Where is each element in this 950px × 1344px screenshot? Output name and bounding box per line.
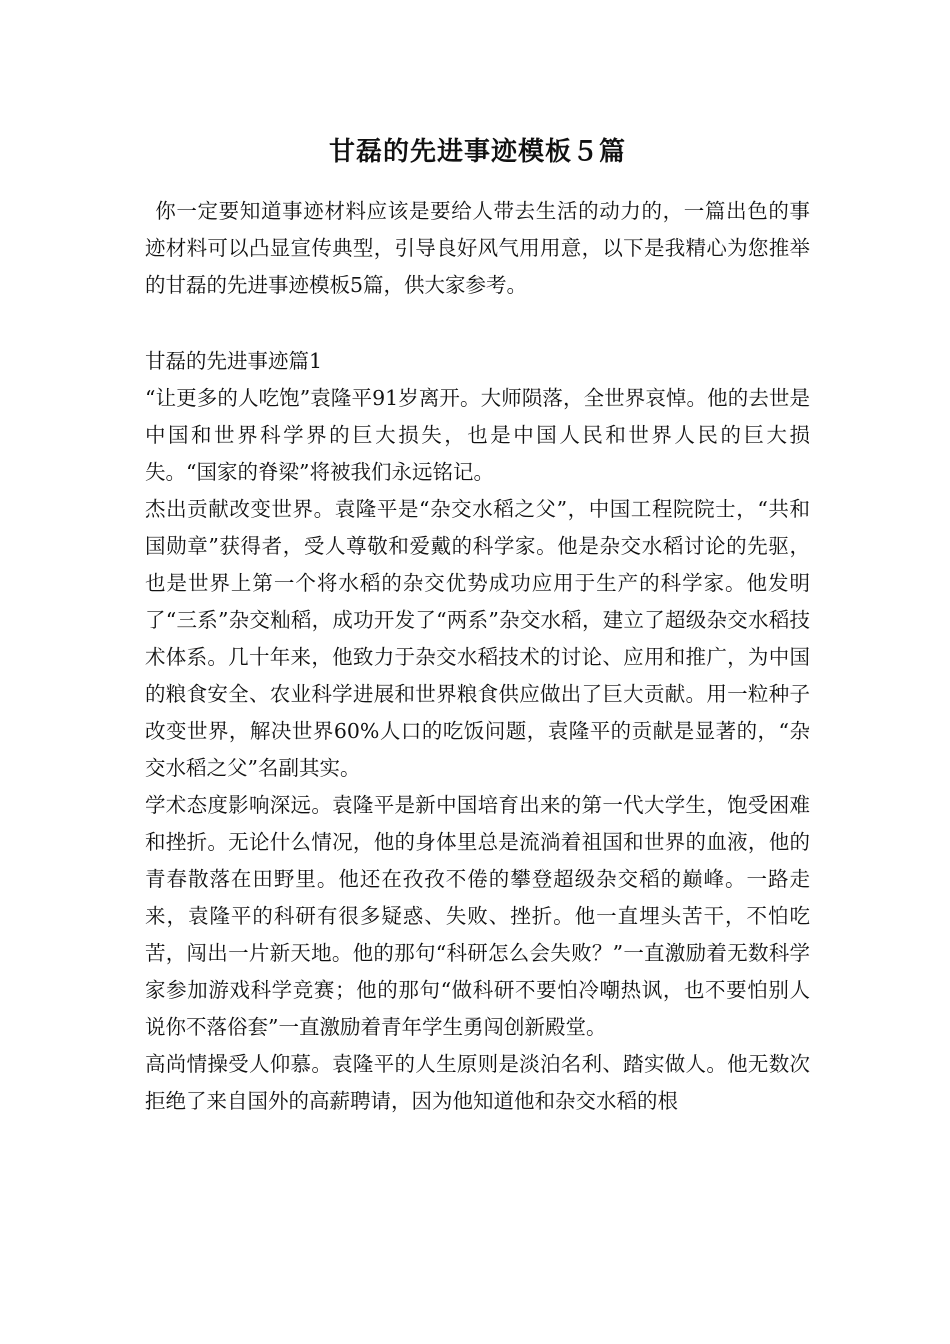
intro-paragraph: 你一定要知道事迹材料应该是要给人带去生活的动力的，一篇出色的事迹材料可以凸显宣传典型，引导良好风气用用意，以下是我精心为您推举的甘磊的先进事迹模板5篇，供大家参考。 xyxy=(145,199,810,297)
body-paragraph-3: 学术态度影响深远。袁隆平是新中国培育出来的第一代大学生，饱受困难和挫折。无论什么情况，他的身体里总是流淌着祖国和世界的血液，他的青春散落在田野里。他还在孜孜不倦的攀登超级杂交稻的巅峰。一路走来，袁隆平的科研有很多疑惑、失败、挫折。他一直埋头苦干，不怕吃苦，闯出一片新天地。他的那句“科研怎么会失败？”一直激励着无数科学家参加游戏科学竞赛；他的那句“做科研不要怕冷嘲热讽，也不要怕别人说你不落俗套”一直激励着青年学生勇闯创新殿堂。 xyxy=(145,793,810,1039)
document-title: 甘磊的先进事迹模板５篇 xyxy=(328,137,626,167)
section-heading: 甘磊的先进事迹篇1 xyxy=(145,349,323,373)
body-paragraph-2: 杰出贡献改变世界。袁隆平是“杂交水稻之父”，中国工程院院士，“共和国勋章”获得者，受人尊敬和爱戴的科学家。他是杂交水稻讨论的先驱，也是世界上第一个将水稻的杂交优势成功应用于生产的科学家。他发明了“三系”杂交籼稻，成功开发了“两系”杂交水稻，建立了超级杂交水稻技术体系。几十年来，他致力于杂交水稻技术的讨论、应用和推广，为中国的粮食安全、农业科学进展和世界粮食供应做出了巨大贡献。用一粒种子改变世界，解决世界60%人口的吃饭问题，袁隆平的贡献是显著的，“杂交水稻之父”名副其实。 xyxy=(145,497,810,780)
body-paragraph-4: 高尚情操受人仰慕。袁隆平的人生原则是淡泊名利、踏实做人。他无数次拒绝了来自国外的高薪聘请，因为他知道他和杂交水稻的根 xyxy=(145,1052,810,1113)
body-paragraph-1: “让更多的人吃饱”袁隆平91岁离开。大师陨落，全世界哀悼。他的去世是中国和世界科学界的巨大损失，也是中国人民和世界人民的巨大损失。“国家的脊梁”将被我们永远铭记。 xyxy=(145,386,810,484)
document-body xyxy=(145,343,810,1120)
